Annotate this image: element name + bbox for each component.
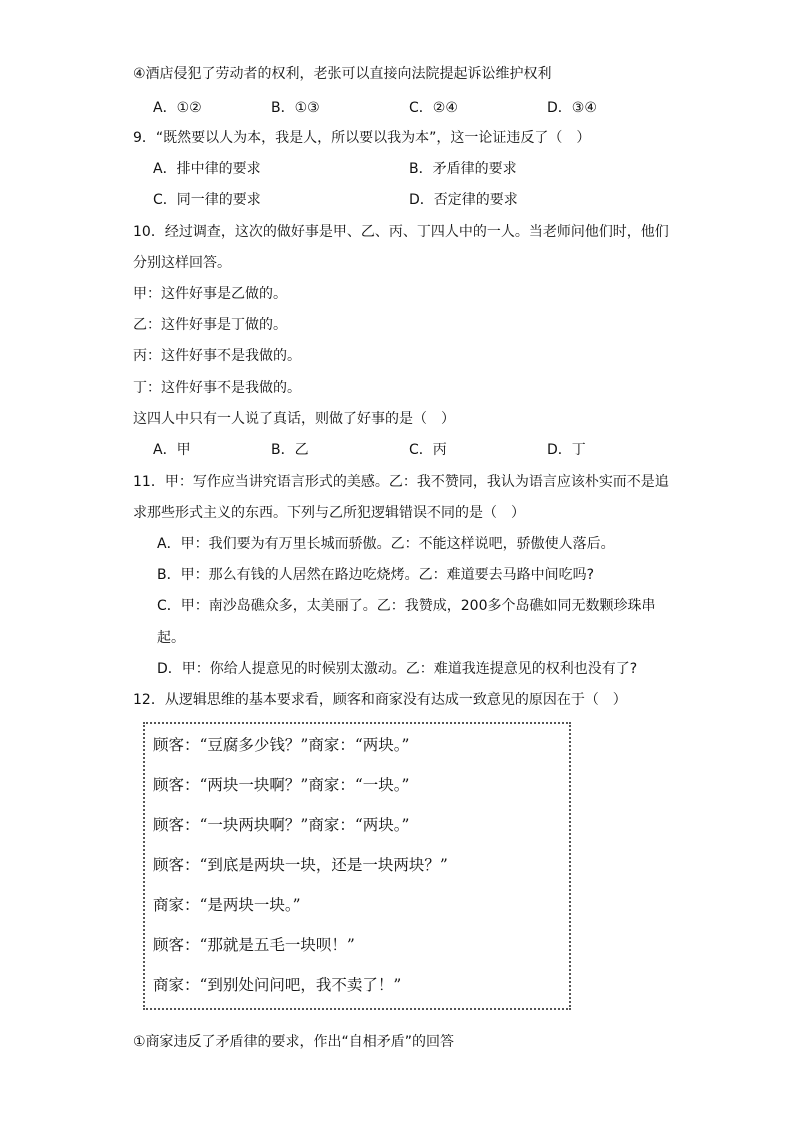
dialogue-line: 顾客：“到底是两块一块，还是一块两块？”: [153, 856, 448, 874]
q11-option-c-line2: 起。: [157, 630, 185, 646]
q10-option-b: B．乙: [271, 442, 309, 458]
dialogue-line: 商家：“是两块一块。”: [153, 896, 301, 914]
q10-stem-line1: 10．经过调查，这次的做好事是甲、乙、丙、丁四人中的一人。当老师问他们时，他们: [133, 224, 669, 240]
q10-question: 这四人中只有一人说了真话，则做了好事的是（ ）: [133, 411, 455, 427]
q11-option-b: B．甲：那么有钱的人居然在路边吃烧烤。乙：难道要去马路中间吃吗?: [157, 567, 595, 583]
q8-option-d: D．③④: [547, 100, 597, 116]
dialogue-line: 顾客：“那就是五毛一块呗！”: [153, 936, 355, 954]
dialogue-line: 顾客：“一块两块啊？”商家：“两块。”: [153, 816, 410, 834]
q9-option-b: B．矛盾律的要求: [409, 161, 517, 177]
q12-statement-1: ①商家违反了矛盾律的要求，作出“自相矛盾”的回答: [133, 1034, 455, 1050]
q11-stem-line2: 求那些形式主义的东西。下列与乙所犯逻辑错误不同的是（ ）: [133, 505, 525, 521]
q10-option-a: A．甲: [153, 442, 191, 458]
q11-option-a: A．甲：我们要为有万里长城而骄傲。乙：不能这样说吧，骄傲使人落后。: [157, 536, 615, 552]
q11-option-c-line1: C．甲：南沙岛礁众多，太美丽了。乙：我赞成，200多个岛礁如同无数颗珍珠串: [157, 598, 656, 614]
dialogue-line: 顾客：“两块一块啊？”商家：“一块。”: [153, 776, 410, 794]
q8-option-b: B．①③: [271, 100, 320, 116]
q9-option-a: A．排中律的要求: [153, 161, 261, 177]
q12-stem: 12．从逻辑思维的基本要求看，顾客和商家没有达成一致意见的原因在于（ ）: [133, 692, 627, 708]
q11-option-d: D．甲：你给人提意见的时候别太激动。乙：难道我连提意见的权利也没有了?: [157, 661, 638, 677]
q10-stem-line2: 分别这样回答。: [133, 255, 231, 271]
q11-stem-line1: 11．甲：写作应当讲究语言形式的美感。乙：我不赞同，我认为语言应该朴实而不是追: [133, 474, 669, 490]
q10-option-c: C．丙: [409, 442, 447, 458]
dialogue-line: 商家：“到别处问问吧，我不卖了！”: [153, 976, 402, 994]
q10-answer-bing: 丙：这件好事不是我做的。: [133, 348, 301, 364]
dialogue-line: 顾客：“豆腐多少钱？”商家：“两块。”: [153, 736, 410, 754]
q10-answer-yi: 乙：这件好事是丁做的。: [133, 317, 287, 333]
q9-option-c: C．同一律的要求: [153, 192, 261, 208]
q10-option-d: D．丁: [547, 442, 586, 458]
q8-option-c: C．②④: [409, 100, 458, 116]
q9-option-d: D．否定律的要求: [409, 192, 518, 208]
q9-stem: 9．“既然要以人为本，我是人，所以要以我为本”，这一论证违反了（ ）: [133, 130, 591, 146]
q10-answer-ding: 丁：这件好事不是我做的。: [133, 380, 301, 396]
q10-answer-jia: 甲：这件好事是乙做的。: [133, 286, 287, 302]
q8-statement-4: ④酒店侵犯了劳动者的权利，老张可以直接向法院提起诉讼维护权利: [133, 66, 552, 82]
q8-option-a: A．①②: [153, 100, 202, 116]
